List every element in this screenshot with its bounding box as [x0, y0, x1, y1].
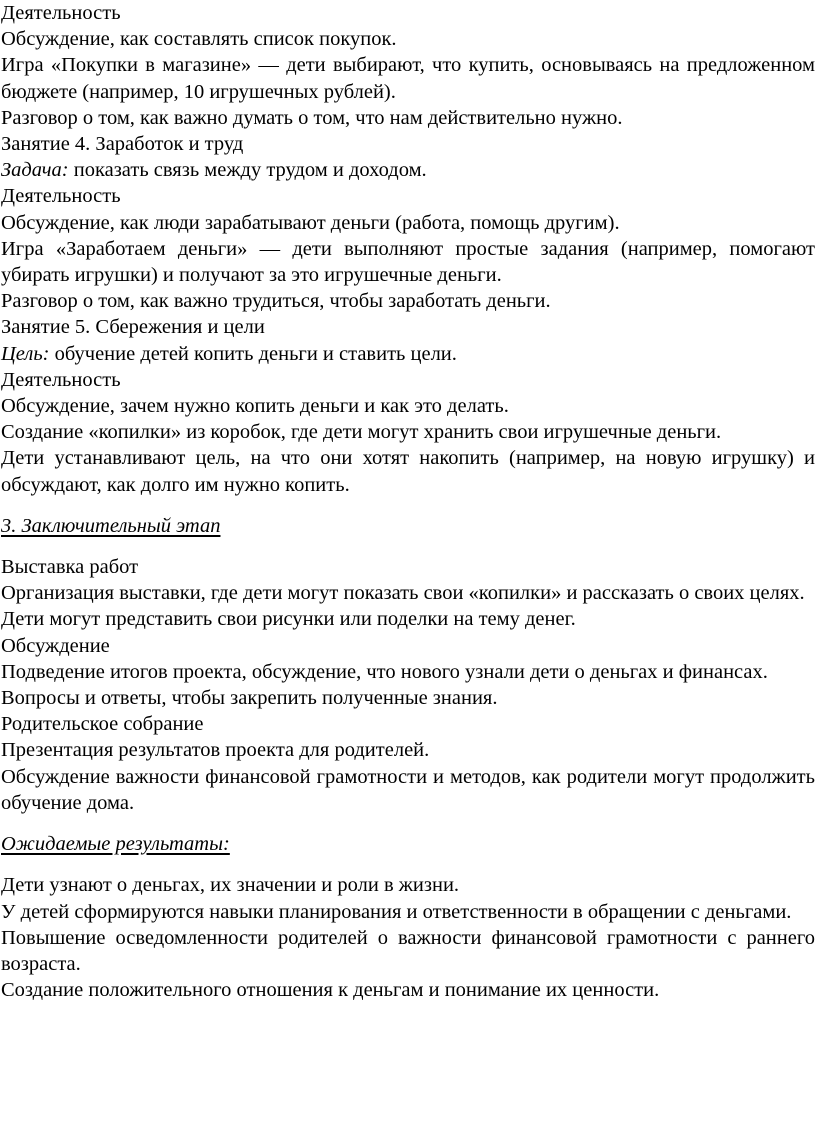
activity-heading: Деятельность — [1, 2, 121, 24]
lesson-5-title: Занятие 5. Сбережения и цели — [1, 316, 265, 339]
paragraph: Организация выставки, где дети могут показать свои «копилки» и рассказать о своих целях. — [1, 582, 805, 605]
lesson-4-title: Занятие 4. Заработок и труд — [1, 133, 244, 156]
paragraph: Обсуждение, как составлять список покупок. — [1, 28, 397, 51]
paragraph: Игра «Заработаем деньги» — дети выполняют простые задания (например, помогают убирать игрушки) и получают за это игрушечные деньги. — [1, 237, 815, 287]
task-text: показать связь между трудом и доходом. — [68, 159, 427, 182]
paragraph: Подведение итогов проекта, обсуждение, что нового узнали дети о деньгах и финансах. — [1, 660, 768, 683]
paragraph: Дети могут представить свои рисунки или поделки на тему денег. — [1, 608, 576, 631]
goal-text: обучение детей копить деньги и ставить цели. — [49, 342, 457, 365]
activity-heading: Деятельность — [1, 368, 121, 391]
expected-results-heading: Ожидаемые результаты: — [1, 833, 230, 856]
paragraph: Создание «копилки» из коробок, где дети могут хранить свои игрушечные деньги. — [1, 421, 722, 444]
paragraph: У детей сформируются навыки планирования и ответственности в обращении с деньгами. — [1, 900, 792, 923]
goal-label: Цель: — [1, 342, 50, 365]
final-stage-heading: 3. Заключительный этап — [1, 514, 221, 537]
paragraph: Игра «Покупки в магазине» — дети выбирают, что купить, основываясь на предложенном бюджете (например, 10 игрушечных рублей). — [1, 54, 815, 103]
parent-meeting-heading: Родительское собрание — [1, 713, 204, 736]
paragraph: Повышение осведомленности родителей о важности финансовой грамотности с раннего возраста. — [1, 926, 815, 975]
paragraph: Обсуждение, как люди зарабатывают деньги (работа, помощь другим). — [1, 211, 620, 234]
exhibition-heading: Выставка работ — [1, 556, 139, 579]
paragraph: Обсуждение важности финансовой грамотности и методов, как родители могут продолжить обучение дома. — [1, 765, 815, 814]
paragraph: Вопросы и ответы, чтобы закрепить полученные знания. — [1, 687, 498, 710]
lesson-4-task — [1, 157, 815, 183]
paragraph: Дети устанавливают цель, на что они хотят накопить (например, на новую игрушку) и обсуждают, как долго им нужно копить. — [1, 447, 815, 496]
paragraph: Разговор о том, как важно думать о том, что нам действительно нужно. — [1, 106, 623, 129]
paragraph: Презентация результатов проекта для родителей. — [1, 739, 430, 762]
activity-heading: Деятельность — [1, 185, 121, 208]
paragraph: Обсуждение, зачем нужно копить деньги и как это делать. — [1, 395, 509, 418]
lesson-5-goal — [1, 341, 815, 367]
paragraph: Дети узнают о деньгах, их значении и роли в жизни. — [1, 874, 460, 897]
discussion-heading: Обсуждение — [1, 634, 110, 657]
task-label: Задача: — [1, 159, 69, 182]
paragraph: Создание положительного отношения к деньгам и понимание их ценности. — [1, 979, 660, 1002]
paragraph: Разговор о том, как важно трудиться, чтобы заработать деньги. — [1, 290, 551, 313]
